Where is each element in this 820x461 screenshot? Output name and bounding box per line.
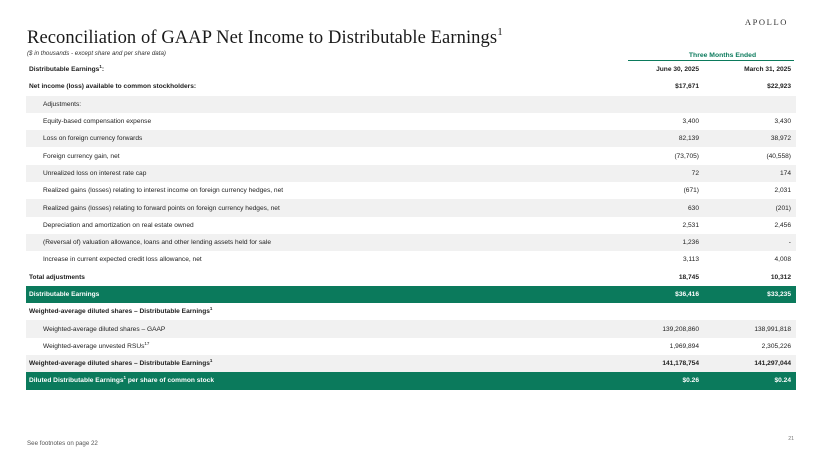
row-value-march: 38,972 — [770, 135, 791, 143]
table-row — [26, 182, 796, 199]
title-footnote-marker: 1 — [497, 26, 503, 38]
row-label: Weighted-average unvested RSUs$^{17}$ — [43, 340, 150, 350]
row-label: Net income (loss) available to common stockholders: — [29, 83, 197, 91]
table-row-distributable-earnings — [26, 286, 796, 303]
row-value-march: 2,456 — [774, 221, 791, 229]
table-row-total-adjustments — [26, 269, 796, 286]
row-label: (Reversal of) valuation allowance, loans and other lending assets held for sale — [43, 239, 271, 247]
row-value-june: $0.26 — [682, 377, 699, 385]
row-value-june: 139,208,860 — [662, 325, 699, 333]
row-value-june: 630 — [687, 204, 699, 212]
row-value-june: (671) — [683, 187, 699, 195]
row-value-march: - — [788, 239, 791, 247]
row-label: Adjustments: — [43, 100, 82, 108]
row-label: Unrealized loss on interest rate cap — [43, 169, 147, 177]
table-row — [26, 147, 796, 164]
row-label: Weighted-average diluted shares – Distributable Earnings$^1$ — [29, 306, 213, 316]
row-value-june: 1,969,894 — [669, 342, 699, 350]
table-row-total-shares — [26, 355, 796, 372]
row-value-june: 72 — [691, 169, 699, 177]
row-value-june: 1,236 — [682, 239, 699, 247]
row-label: Total adjustments — [29, 273, 85, 281]
row-label: Distributable Earnings — [29, 291, 100, 298]
row-label: Diluted Distributable Earnings$^1$ per share of common stock — [29, 375, 214, 385]
row-value-march: $22,923 — [767, 83, 791, 91]
table-row — [26, 338, 796, 355]
table-row — [26, 234, 796, 251]
table-row — [26, 251, 796, 268]
row-value-june: 82,139 — [678, 135, 699, 143]
row-value-march: (201) — [775, 204, 791, 212]
row-label: Increase in current expected credit loss allowance, net — [43, 256, 202, 264]
row-value-march: $0.24 — [774, 377, 791, 385]
header-label: Distributable Earnings$^1$: — [29, 64, 105, 74]
units-note: ($ in thousands - except share and per share data) — [27, 50, 166, 57]
row-value-june: 2,531 — [682, 221, 699, 229]
table-row — [26, 199, 796, 216]
row-label: Depreciation and amortization on real estate owned — [43, 221, 194, 229]
row-value-march: 2,031 — [774, 187, 791, 195]
period-header: Three Months Ended — [688, 52, 757, 59]
company-logo: APOLLO — [744, 17, 788, 27]
row-value-june: 141,178,754 — [662, 360, 699, 368]
row-value-march: 174 — [779, 169, 791, 177]
row-value-june: (73,705) — [674, 152, 699, 160]
table-row-adjustments — [26, 96, 796, 113]
row-label: Realized gains (losses) relating to forward points on foreign currency hedges, net — [43, 204, 280, 212]
row-label: Foreign currency gain, net — [43, 152, 120, 160]
row-value-march: 4,008 — [774, 256, 791, 264]
row-value-june: 18,745 — [678, 273, 699, 281]
table-row-diluted-eps — [26, 372, 796, 389]
row-value-june: 3,400 — [682, 118, 699, 126]
row-value-march: 2,305,226 — [761, 342, 791, 350]
row-value-march: (40,558) — [766, 152, 791, 160]
table-row — [26, 320, 796, 337]
row-value-march: 10,312 — [770, 273, 791, 281]
table-row-shares-header — [26, 303, 796, 320]
row-label: Weighted-average diluted shares – Distributable Earnings$^1$ — [29, 358, 213, 368]
row-label: Realized gains (losses) relating to interest income on foreign currency hedges, net — [43, 187, 284, 195]
footnote-reference: See footnotes on page 22 — [27, 440, 98, 447]
table-row — [26, 113, 796, 130]
table-row — [26, 165, 796, 182]
row-value-march: 138,991,818 — [754, 325, 791, 333]
row-value-march: 3,430 — [774, 118, 791, 126]
row-value-june: 3,113 — [682, 256, 699, 264]
column-header-june-2025: June 30, 2025 — [656, 66, 699, 74]
row-value-june: $17,671 — [675, 83, 699, 91]
row-value-march: $33,235 — [767, 291, 791, 298]
table-row — [26, 217, 796, 234]
row-label: Weighted-average diluted shares – GAAP — [43, 325, 166, 333]
page-title-text: Reconciliation of GAAP Net Income to Distributable Earnings — [27, 28, 498, 48]
column-header-march-2025: March 31, 2025 — [744, 66, 791, 74]
row-label: Loss on foreign currency forwards — [43, 135, 143, 143]
page-number: 21 — [788, 436, 794, 442]
table-header-row — [26, 61, 796, 78]
row-value-march: 141,297,044 — [754, 360, 791, 368]
row-label: Equity-based compensation expense — [43, 118, 152, 126]
table-row-net-income — [26, 78, 796, 95]
table-row — [26, 130, 796, 147]
page-title — [27, 28, 503, 49]
reconciliation-table — [26, 61, 796, 390]
row-value-june: $36,416 — [675, 291, 699, 298]
